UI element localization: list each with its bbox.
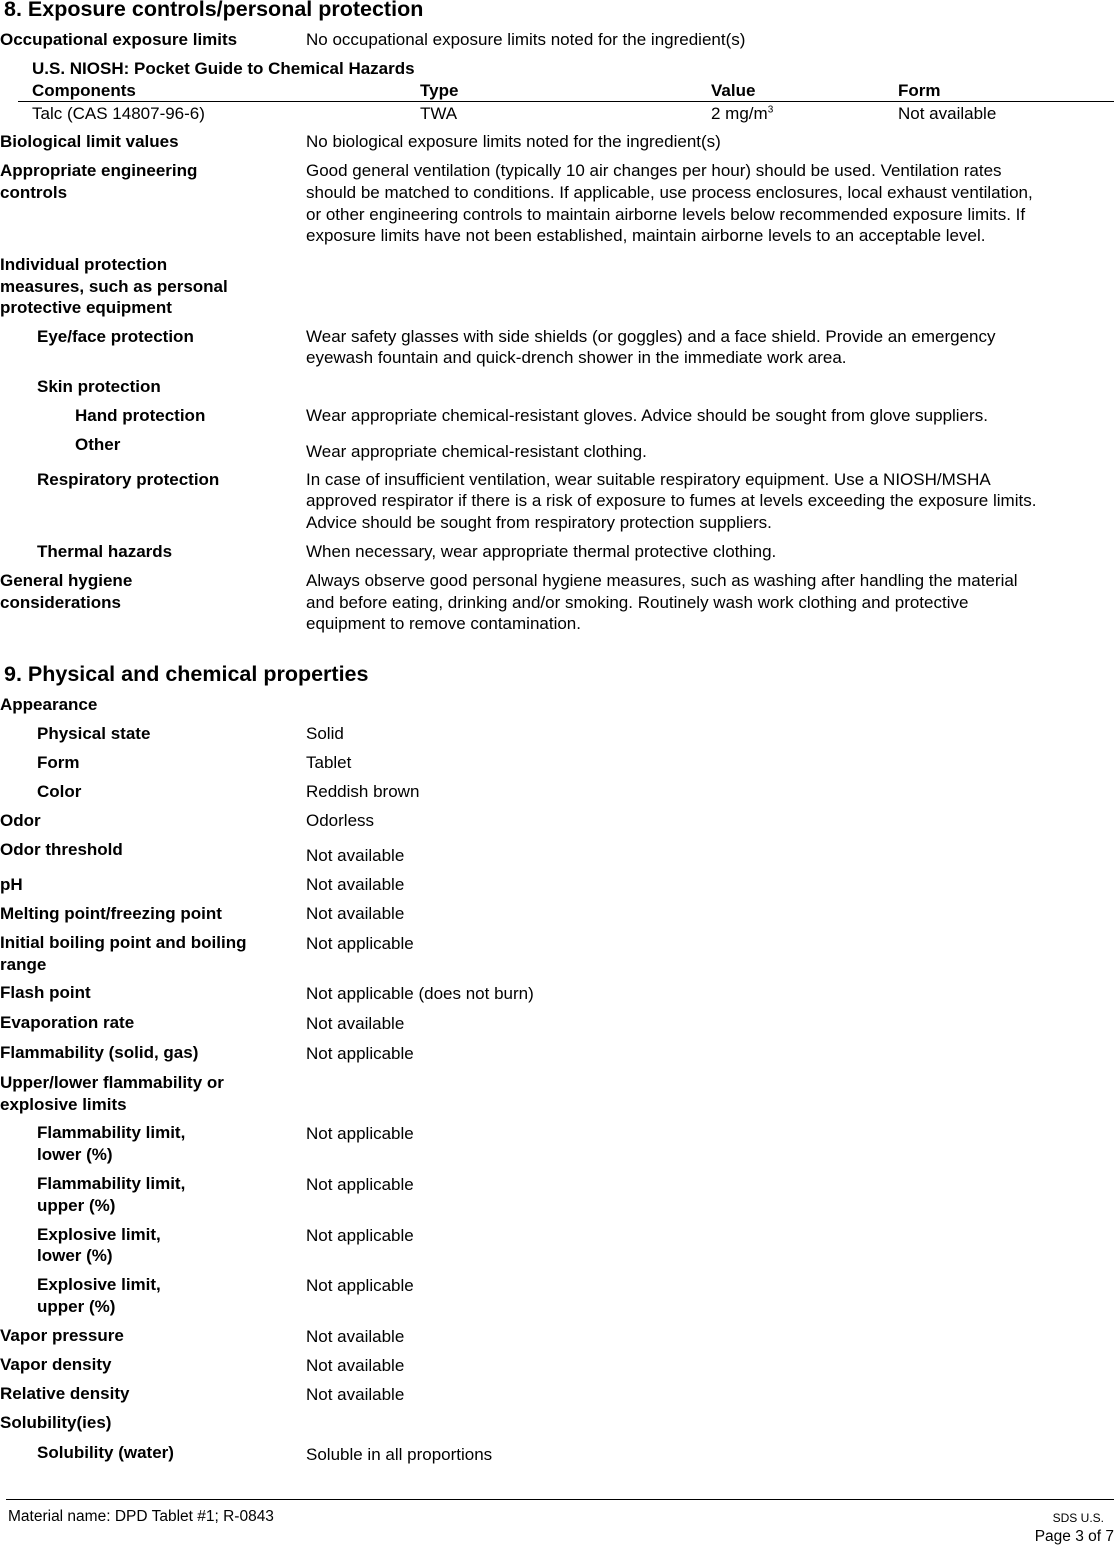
eng-text-2: should be matched to conditions. If applicable, use process enclosures, local exhaust ventilation, bbox=[306, 183, 1033, 202]
thermal-label: Thermal hazards bbox=[37, 542, 173, 561]
hygiene-text-1: Always observe good personal hygiene measures, such as washing after handling the material bbox=[306, 571, 1018, 590]
hygiene-label-2: considerations bbox=[0, 593, 121, 612]
flash-label: Flash point bbox=[0, 983, 91, 1002]
eye-text-1: Wear safety glasses with side shields (or goggles) and a face shield. Provide an emergency bbox=[306, 327, 996, 346]
odor-threshold-value: Not available bbox=[306, 846, 405, 865]
col-form: Form bbox=[898, 81, 941, 100]
resp-text-2: approved respirator if there is a risk of exposure to fumes at levels exceeding the exposure limits. bbox=[306, 491, 1037, 510]
fl-low-value: Not applicable bbox=[306, 1124, 414, 1143]
eye-text-2: eyewash fountain and quick-drench shower in the immediate work area. bbox=[306, 348, 847, 367]
col-components: Components bbox=[32, 81, 136, 100]
eng-text-1: Good general ventilation (typically 10 air changes per hour) should be used. Ventilation rates bbox=[306, 161, 1002, 180]
eng-text-3: or other engineering controls to maintain airborne levels below recommended exposure limits. If bbox=[306, 205, 1026, 224]
cell-component: Talc (CAS 14807-96-6) bbox=[32, 104, 205, 123]
resp-text-1: In case of insufficient ventilation, wear suitable respiratory equipment. Use a NIOSH/MSHA bbox=[306, 470, 991, 489]
fl-up-label-1: Flammability limit, bbox=[37, 1174, 186, 1193]
footer-rule bbox=[6, 1499, 1114, 1500]
form-label: Form bbox=[37, 753, 80, 772]
other-label: Other bbox=[75, 435, 121, 454]
bio-label: Biological limit values bbox=[0, 132, 179, 151]
ph-value: Not available bbox=[306, 875, 405, 894]
resp-text-3: Advice should be sought from respiratory protection suppliers. bbox=[306, 513, 772, 532]
melting-value: Not available bbox=[306, 904, 405, 923]
evap-value: Not available bbox=[306, 1014, 405, 1033]
fl-low-label-1: Flammability limit, bbox=[37, 1123, 186, 1142]
vd-value: Not available bbox=[306, 1356, 405, 1375]
physical-state-value: Solid bbox=[306, 724, 344, 743]
ex-low-value: Not applicable bbox=[306, 1226, 414, 1245]
col-type: Type bbox=[420, 81, 459, 100]
ex-up-label-2: upper (%) bbox=[37, 1297, 116, 1316]
col-value: Value bbox=[711, 81, 756, 100]
section-9-title: 9. Physical and chemical properties bbox=[4, 662, 369, 686]
rd-value: Not available bbox=[306, 1385, 405, 1404]
appearance-label: Appearance bbox=[0, 695, 98, 714]
odor-threshold-label: Odor threshold bbox=[0, 840, 123, 859]
ipm-label-1: Individual protection bbox=[0, 255, 168, 274]
section-8-title: 8. Exposure controls/personal protection bbox=[4, 0, 424, 21]
ipm-label-2: measures, such as personal bbox=[0, 277, 228, 296]
thermal-value: When necessary, wear appropriate thermal protective clothing. bbox=[306, 542, 777, 561]
ul-label-1: Upper/lower flammability or bbox=[0, 1073, 224, 1092]
fl-up-label-2: upper (%) bbox=[37, 1196, 116, 1215]
eng-label-1: Appropriate engineering bbox=[0, 161, 198, 180]
oel-value: No occupational exposure limits noted for the ingredient(s) bbox=[306, 30, 746, 49]
footer-sds: SDS U.S. bbox=[1052, 1511, 1104, 1525]
footer-page: Page 3 of 7 bbox=[1034, 1528, 1114, 1545]
odor-label: Odor bbox=[0, 811, 41, 830]
cell-value: 2 $mg/m^3$ bbox=[711, 104, 774, 123]
ex-low-label-1: Explosive limit, bbox=[37, 1225, 161, 1244]
boiling-value: Not applicable bbox=[306, 934, 414, 953]
table-header-rule bbox=[18, 101, 1114, 102]
hand-value: Wear appropriate chemical-resistant gloves. Advice should be sought from glove suppliers. bbox=[306, 406, 988, 425]
fl-low-label-2: lower (%) bbox=[37, 1145, 113, 1164]
ph-label: pH bbox=[0, 875, 23, 894]
ipm-label-3: protective equipment bbox=[0, 298, 172, 317]
color-label: Color bbox=[37, 782, 82, 801]
resp-label: Respiratory protection bbox=[37, 470, 220, 489]
cell-form: Not available bbox=[898, 104, 997, 123]
vp-label: Vapor pressure bbox=[0, 1326, 124, 1345]
other-value: Wear appropriate chemical-resistant clothing. bbox=[306, 442, 647, 461]
vd-label: Vapor density bbox=[0, 1355, 112, 1374]
vp-value: Not available bbox=[306, 1327, 405, 1346]
flash-value: Not applicable (does not burn) bbox=[306, 984, 534, 1003]
hygiene-text-2: and before eating, drinking and/or smoking. Routinely wash work clothing and protective bbox=[306, 593, 969, 612]
fl-up-value: Not applicable bbox=[306, 1175, 414, 1194]
form-value: Tablet bbox=[306, 753, 352, 772]
footer-material: Material name: DPD Tablet #1; R-0843 bbox=[8, 1508, 274, 1525]
boiling-label-2: range bbox=[0, 955, 47, 974]
ex-up-value: Not applicable bbox=[306, 1276, 414, 1295]
ul-label-2: explosive limits bbox=[0, 1095, 127, 1114]
skin-label: Skin protection bbox=[37, 377, 161, 396]
cell-type: TWA bbox=[420, 104, 458, 123]
sol-water-value: Soluble in all proportions bbox=[306, 1445, 493, 1464]
boiling-label-1: Initial boiling point and boiling bbox=[0, 933, 247, 952]
eye-label: Eye/face protection bbox=[37, 327, 194, 346]
sol-water-label: Solubility (water) bbox=[37, 1443, 174, 1462]
odor-value: Odorless bbox=[306, 811, 375, 830]
hand-label: Hand protection bbox=[75, 406, 206, 425]
hygiene-label-1: General hygiene bbox=[0, 571, 133, 590]
rd-label: Relative density bbox=[0, 1384, 130, 1403]
niosh-title: U.S. NIOSH: Pocket Guide to Chemical Hazards bbox=[32, 59, 415, 78]
eng-text-4: exposure limits have not been established, maintain airborne levels to an acceptable level. bbox=[306, 226, 986, 245]
ex-low-label-2: lower (%) bbox=[37, 1246, 113, 1265]
ex-up-label-1: Explosive limit, bbox=[37, 1275, 161, 1294]
eng-label-2: controls bbox=[0, 183, 68, 202]
color-value: Reddish brown bbox=[306, 782, 420, 801]
melting-label: Melting point/freezing point bbox=[0, 904, 222, 923]
hygiene-text-3: equipment to remove contamination. bbox=[306, 614, 581, 633]
oel-label: Occupational exposure limits bbox=[0, 30, 238, 49]
flamm-value: Not applicable bbox=[306, 1044, 414, 1063]
flamm-label: Flammability (solid, gas) bbox=[0, 1043, 199, 1062]
evap-label: Evaporation rate bbox=[0, 1013, 135, 1032]
physical-state-label: Physical state bbox=[37, 724, 151, 743]
sol-label: Solubility(ies) bbox=[0, 1413, 112, 1432]
bio-value: No biological exposure limits noted for the ingredient(s) bbox=[306, 132, 721, 151]
